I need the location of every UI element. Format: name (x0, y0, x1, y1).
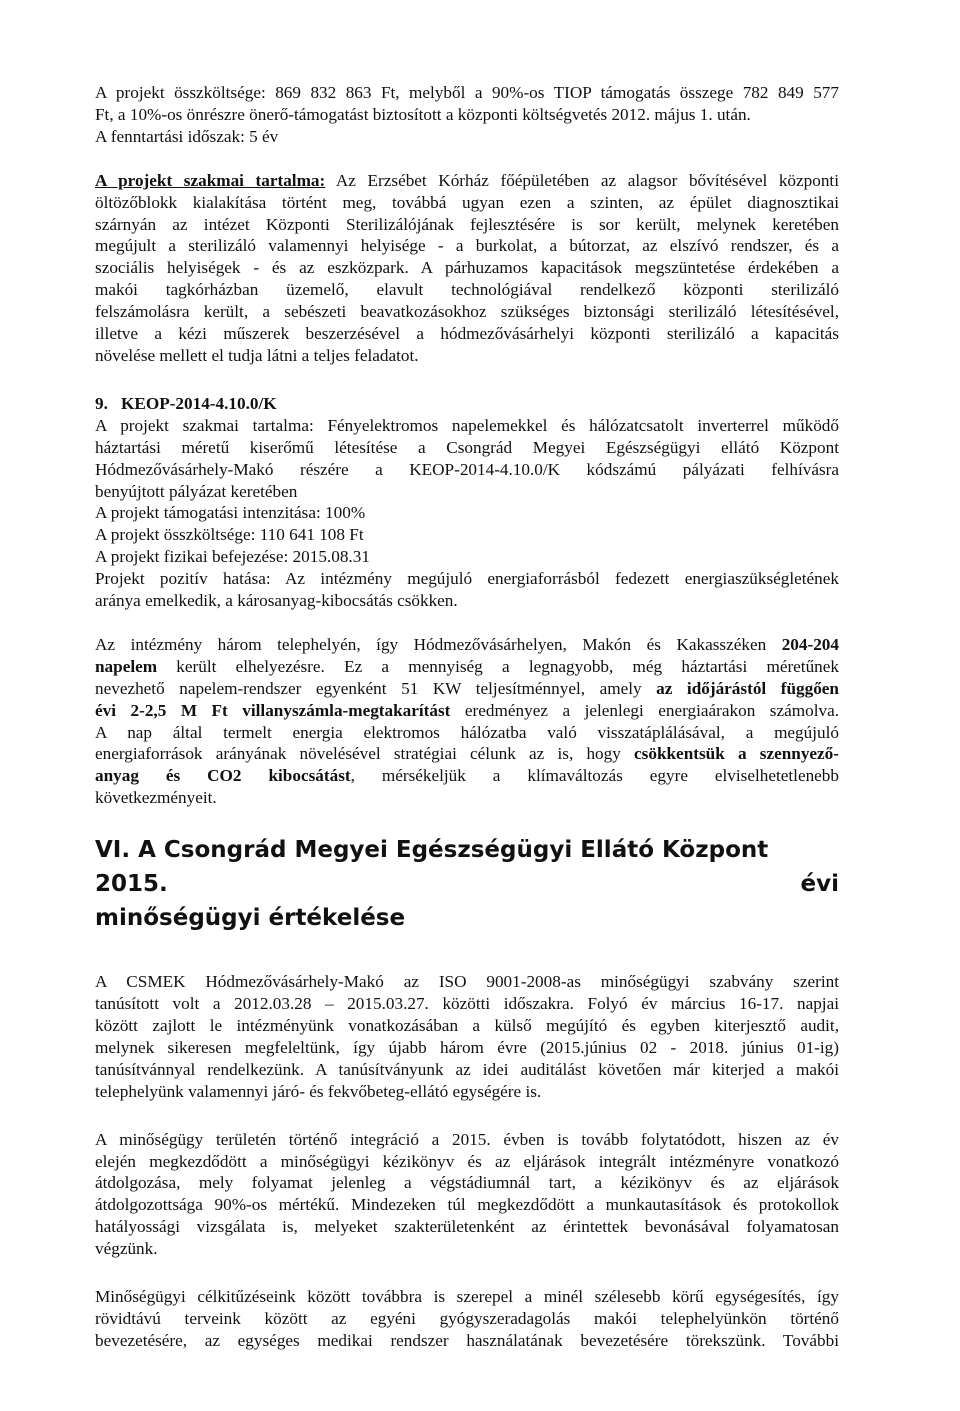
bold-span: anyag és CO2 kibocsátást (95, 766, 351, 786)
text-line: háztartási méretű kiserőmű létesítése a Csongrád Megyei Egészségügyi ellátó Központ (95, 437, 839, 457)
section-code: KEOP-2014-4.10.0/K (121, 393, 277, 413)
text-span: nevezhető napelem-rendszer egyenként 51 KW teljesítménnyel, amely (95, 678, 657, 698)
text-line: melynek sikeresen megfeleltünk, így újabb három évre (2015.június 02 - 2018. június 01-ig) (95, 1037, 839, 1057)
text-line: átdolgozása, mely folyamat jelenleg a végstádiumnál tart, a kézikönyv és az eljárások (95, 1173, 839, 1193)
bold-span: évi 2-2,5 M Ft villanyszámla-megtakarítást (95, 700, 451, 720)
bold-span: 204-204 (781, 634, 839, 654)
text-line: Projekt pozitív hatása: Az intézmény megújuló energiaforrásból fedezett energiaszükségletének (95, 569, 839, 589)
text-line: öltözőblokk kialakítása történt meg, továbbá ugyan ezen a szinten, az épület diagnosztikai (95, 192, 839, 212)
section-9-paragraph (95, 415, 839, 612)
chapter-heading (95, 833, 839, 935)
text-line (95, 678, 839, 700)
text-line: bevezetésére, az egységes medikai rendszer használatának bevezetésére törekszünk. További (95, 1330, 839, 1350)
text-line: makói tagkórházban üzemelő, elavult technológiával rendelkező központi sterilizáló (95, 280, 839, 300)
quality-paragraph-1 (95, 971, 839, 1102)
section-number: 9. (95, 393, 108, 413)
text-span: eredményez a jelenlegi energiaárakon számolva. (450, 700, 840, 720)
quality-paragraph-3 (95, 1286, 839, 1352)
text-line: A projekt összköltsége: 110 641 108 Ft (95, 525, 364, 545)
quality-paragraph-2 (95, 1129, 839, 1260)
project-content-label: A projekt szakmai tartalma: (95, 170, 326, 190)
text-line: felszámolásra került, a sebészeti beavatkozásokhoz szükséges biztonsági sterilizáló létesítésével, (95, 302, 839, 322)
intro-paragraph (95, 82, 839, 148)
heading-line: minőségügyi értékelése (95, 905, 406, 932)
text-line: között zajlott le intézményünk vonatkozásában a külső megújító és egyben kiterjesztő audit, (95, 1016, 839, 1035)
text-span: Az Erzsébet Kórház főépületében az alagsor bővítésével központi (325, 170, 839, 190)
text-line: A nap által termelt energia elektromos hálózatba való visszatáplálásával, a megújuló (95, 722, 839, 742)
text-line: következményeit. (95, 788, 217, 808)
project-content-paragraph (95, 170, 839, 367)
text-line: Ft, a 10%-os önrészre önerő-támogatást biztosított a központi költségvetés 2012. május 1. után. (95, 104, 751, 124)
text-line: A projekt összköltsége: 869 832 863 Ft, melyből a 90%-os TIOP támogatás összege 782 849 577 (95, 83, 839, 102)
text-line: illetve a kézi műszerek beszerzésével a hódmezővásárhelyi központi sterilizáló a kapacitás (95, 324, 839, 344)
text-line (95, 700, 839, 722)
solar-paragraph (95, 634, 839, 809)
text-line: megújult a sterilizáló valamennyi helyisége - a burkolat, a bútorzat, az elszívó rendszer, és a (95, 236, 839, 256)
text-line: A projekt támogatási intenzitása: 100% (95, 503, 366, 523)
text-line: benyújtott pályázat keretében (95, 481, 298, 501)
text-line: aránya emelkedik, a károsanyag-kibocsátás csökken. (95, 591, 458, 611)
text-line: telephelyünk valamennyi járó- és fekvőbeteg-ellátó egységére is. (95, 1081, 542, 1101)
text-line: A minőségügy területén történő integráció a 2015. évben is tovább folytatódott, hiszen az év (95, 1129, 839, 1149)
text-line: végzünk. (95, 1239, 158, 1259)
text-line: hatályossági vizsgálata is, melyeket szakterületenként az érintettek bevonásával folyamatosan (95, 1217, 839, 1237)
text-line: A projekt fizikai befejezése: 2015.08.31 (95, 547, 370, 567)
text-line (95, 743, 839, 765)
text-span: Az intézmény három telephelyén, így Hódmezővásárhelyen, Makón és Kakasszéken (95, 634, 782, 654)
text-line (95, 765, 839, 787)
text-line (95, 170, 839, 192)
text-line: szociális helyiségek - és az eszközpark. A párhuzamos kapacitások megszüntetése érdekében a (95, 258, 839, 278)
text-line: tanúsított volt a 2012.03.28 – 2015.03.27. közötti időszakra. Folyó év március 16-17. napjai (95, 994, 839, 1014)
heading-line: VI. A Csongrád Megyei Egészségügyi Ellátó Központ 2015. évi (95, 837, 839, 898)
text-line: elején megkezdődött a minőségügyi kézikönyv és az eljárások integrált intézményre vonatkozó (95, 1151, 839, 1171)
text-line: növelése mellett el tudja látni a teljes feladatot. (95, 345, 419, 365)
text-line: A CSMEK Hódmezővásárhely-Makó az ISO 9001-2008-as minőségügyi szabvány szerint (95, 972, 839, 992)
text-span: energiaforrások arányának növelésével stratégiai célunk az is, hogy (95, 744, 635, 764)
text-line: rövidtávú terveink között az egyéni gyógyszeradagolás makói telephelyünkön történő (95, 1308, 839, 1328)
text-span: , mérsékeljük a klímaváltozás egyre elviselhetetlenebb (350, 766, 839, 786)
text-line: A projekt szakmai tartalma: Fényelektromos napelemekkel és hálózatcsatolt inverterrel működő (95, 415, 839, 435)
text-line (95, 656, 839, 678)
bold-span: az időjárástól függően (656, 678, 839, 698)
document-page (95, 82, 839, 1352)
text-line: Minőségügyi célkitűzéseink között továbbra is szerepel a minél szélesebb körű egységesítés, így (95, 1287, 839, 1307)
text-line: tanúsítvánnyal rendelkezünk. A tanúsítványunk az idei auditálást követően már kiterjed a makói (95, 1059, 839, 1079)
text-line (95, 634, 839, 656)
text-line: Hódmezővásárhely-Makó részére a KEOP-2014-4.10.0/K kódszámú pályázati felhívásra (95, 459, 839, 479)
text-line: szárnyán az intézet Központi Sterilizálójának fejlesztésére is sor került, melynek keretében (95, 214, 839, 234)
text-line: átdolgozottsága 90%-os mértékű. Mindezeken túl megkezdődött a munkautasítások és protokollok (95, 1195, 839, 1215)
bold-span: csökkentsük a szennyező- (634, 744, 839, 764)
section-9-heading (95, 393, 839, 415)
bold-span: napelem (95, 656, 158, 676)
text-line: A fenntartási időszak: 5 év (95, 126, 279, 146)
text-span: került elhelyezésre. Ez a mennyiség a legnagyobb, még háztartási méretűnek (157, 656, 839, 676)
